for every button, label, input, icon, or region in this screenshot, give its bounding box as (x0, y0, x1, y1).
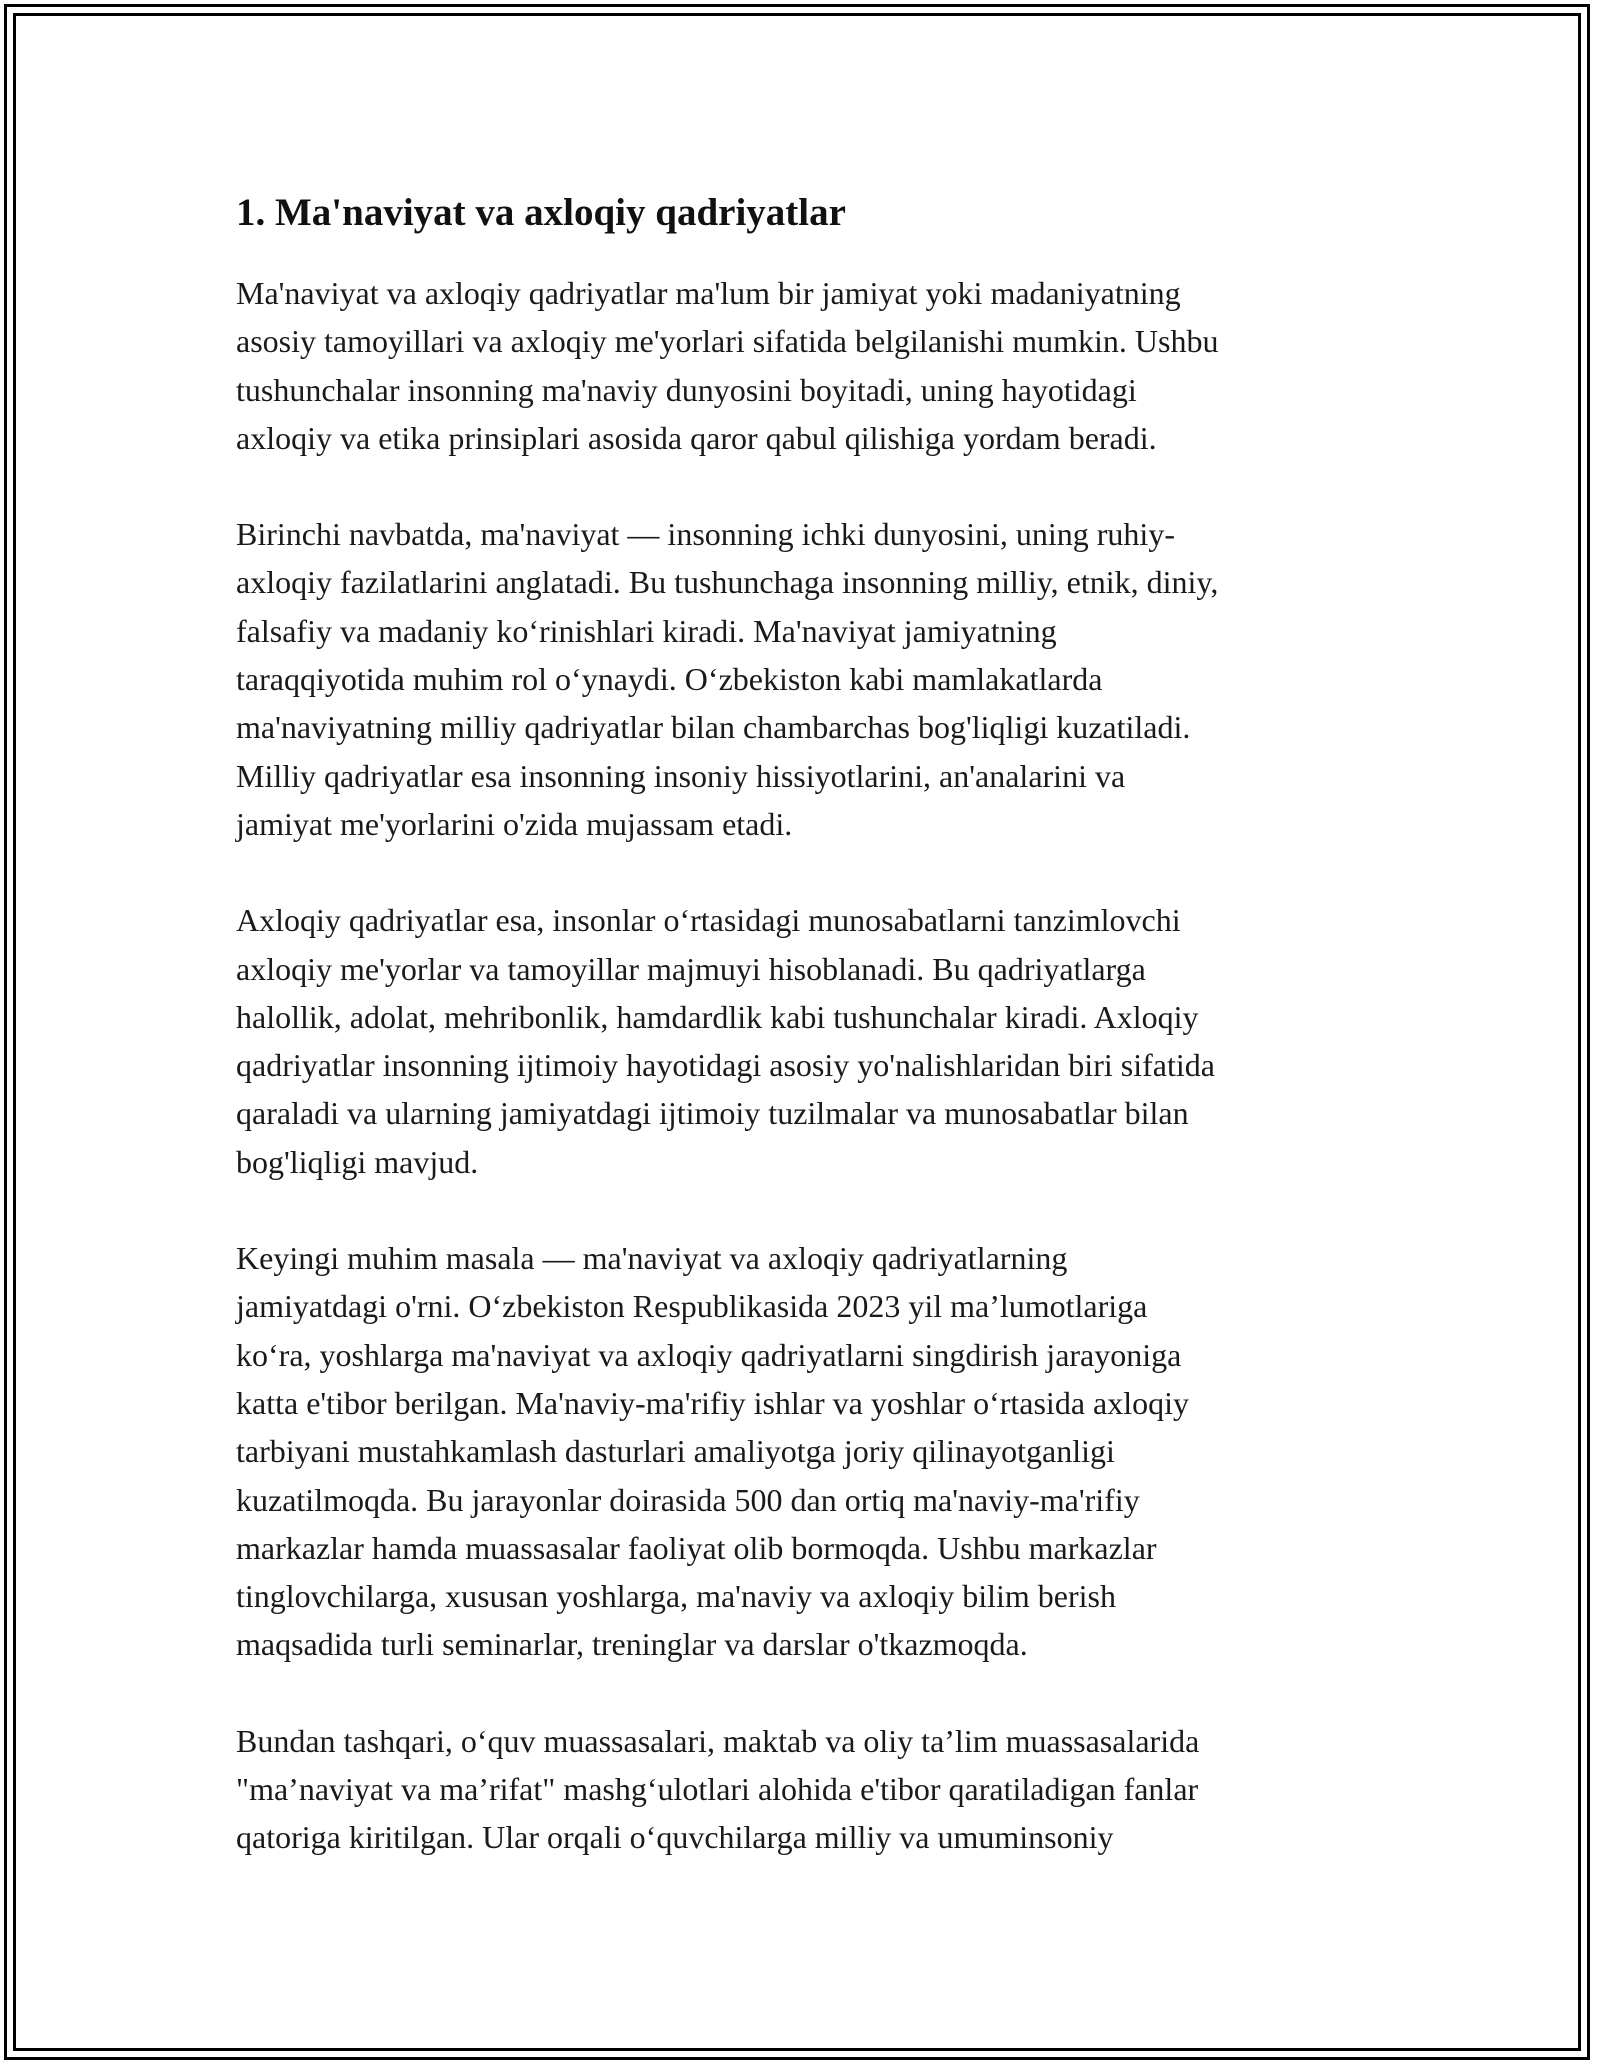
text-line: asosiy tamoyillari va axloqiy me'yorlari sifatida belgilanishi mumkin. Ushbu (236, 323, 1219, 360)
text-line: bog'liqligi mavjud. (236, 1143, 479, 1180)
text-line: tarbiyani mustahkamlash dasturlari amaliyotga joriy qilinayotganligi (236, 1433, 1115, 1470)
section-title: 1. Ma'naviyat va axloqiy qadriyatlar (236, 191, 846, 234)
paragraph-5 (236, 1717, 1386, 1862)
text-line: tinglovchilarga, xususan yoshlarga, ma'naviy va axloqiy bilim berish (236, 1578, 1116, 1615)
text-line: "ma’naviyat va ma’rifat" mashgʻulotlari alohida e'tibor qaratiladigan fanlar (236, 1771, 1199, 1808)
text-line: jamiyat me'yorlarini o'zida mujassam etadi. (236, 805, 793, 842)
text-line: koʻra, yoshlarga ma'naviyat va axloqiy qadriyatlarni singdirish jarayoniga (236, 1336, 1182, 1373)
paragraph-2 (236, 510, 1386, 848)
text-line: qatoriga kiritilgan. Ular orqali oʻquvchilarga milliy va umuminsoniy (236, 1819, 1114, 1856)
text-line: halollik, adolat, mehribonlik, hamdardlik kabi tushunchalar kiradi. Axloqiy (236, 998, 1199, 1035)
text-line: jamiyatdagi o'rni. Oʻzbekiston Respublikasida 2023 yil ma’lumotlariga (236, 1288, 1148, 1325)
text-line: qaraladi va ularning jamiyatdagi ijtimoiy tuzilmalar va munosabatlar bilan (236, 1095, 1189, 1132)
text-line: maqsadida turli seminarlar, treninglar va darslar o'tkazmoqda. (236, 1626, 1028, 1663)
paragraph-3 (236, 896, 1386, 1186)
document-body (236, 185, 1386, 1910)
text-line: tushunchalar insonning ma'naviy dunyosini boyitadi, uning hayotidagi (236, 371, 1137, 408)
paragraph-1 (236, 269, 1386, 462)
text-line: taraqqiyotida muhim rol oʻynaydi. Oʻzbekiston kabi mamlakatlarda (236, 661, 1103, 698)
text-line: Axloqiy qadriyatlar esa, insonlar oʻrtasidagi munosabatlarni tanzimlovchi (236, 902, 1181, 939)
paragraph-4 (236, 1234, 1386, 1669)
text-line: katta e'tibor berilgan. Ma'naviy-ma'rifiy ishlar va yoshlar oʻrtasida axloqiy (236, 1384, 1189, 1421)
text-line: axloqiy va etika prinsiplari asosida qaror qabul qilishiga yordam beradi. (236, 419, 1157, 456)
text-line: axloqiy me'yorlar va tamoyillar majmuyi hisoblanadi. Bu qadriyatlarga (236, 950, 1146, 987)
text-line: falsafiy va madaniy koʻrinishlari kiradi. Ma'naviyat jamiyatning (236, 612, 1057, 649)
text-line: axloqiy fazilatlarini anglatadi. Bu tushunchaga insonning milliy, etnik, diniy, (236, 564, 1219, 601)
text-line: Bundan tashqari, oʻquv muassasalari, maktab va oliy ta’lim muassasalarida (236, 1722, 1200, 1759)
text-line: qadriyatlar insonning ijtimoiy hayotidagi asosiy yo'nalishlaridan biri sifatida (236, 1047, 1215, 1084)
text-line: Ma'naviyat va axloqiy qadriyatlar ma'lum bir jamiyat yoki madaniyatning (236, 275, 1181, 311)
text-line: Keyingi muhim masala — ma'naviyat va axloqiy qadriyatlarning (236, 1240, 1068, 1277)
text-line: ma'naviyatning milliy qadriyatlar bilan chambarchas bog'liqligi kuzatiladi. (236, 709, 1191, 746)
text-line: Birinchi navbatda, ma'naviyat — insonning ichki dunyosini, uning ruhiy- (236, 516, 1175, 553)
text-line: kuzatilmoqda. Bu jarayonlar doirasida 500 dan ortiq ma'naviy-ma'rifiy (236, 1481, 1140, 1518)
text-line: Milliy qadriyatlar esa insonning insoniy hissiyotlarini, an'analarini va (236, 757, 1126, 794)
text-line: markazlar hamda muassasalar faoliyat olib bormoqda. Ushbu markazlar (236, 1529, 1157, 1566)
